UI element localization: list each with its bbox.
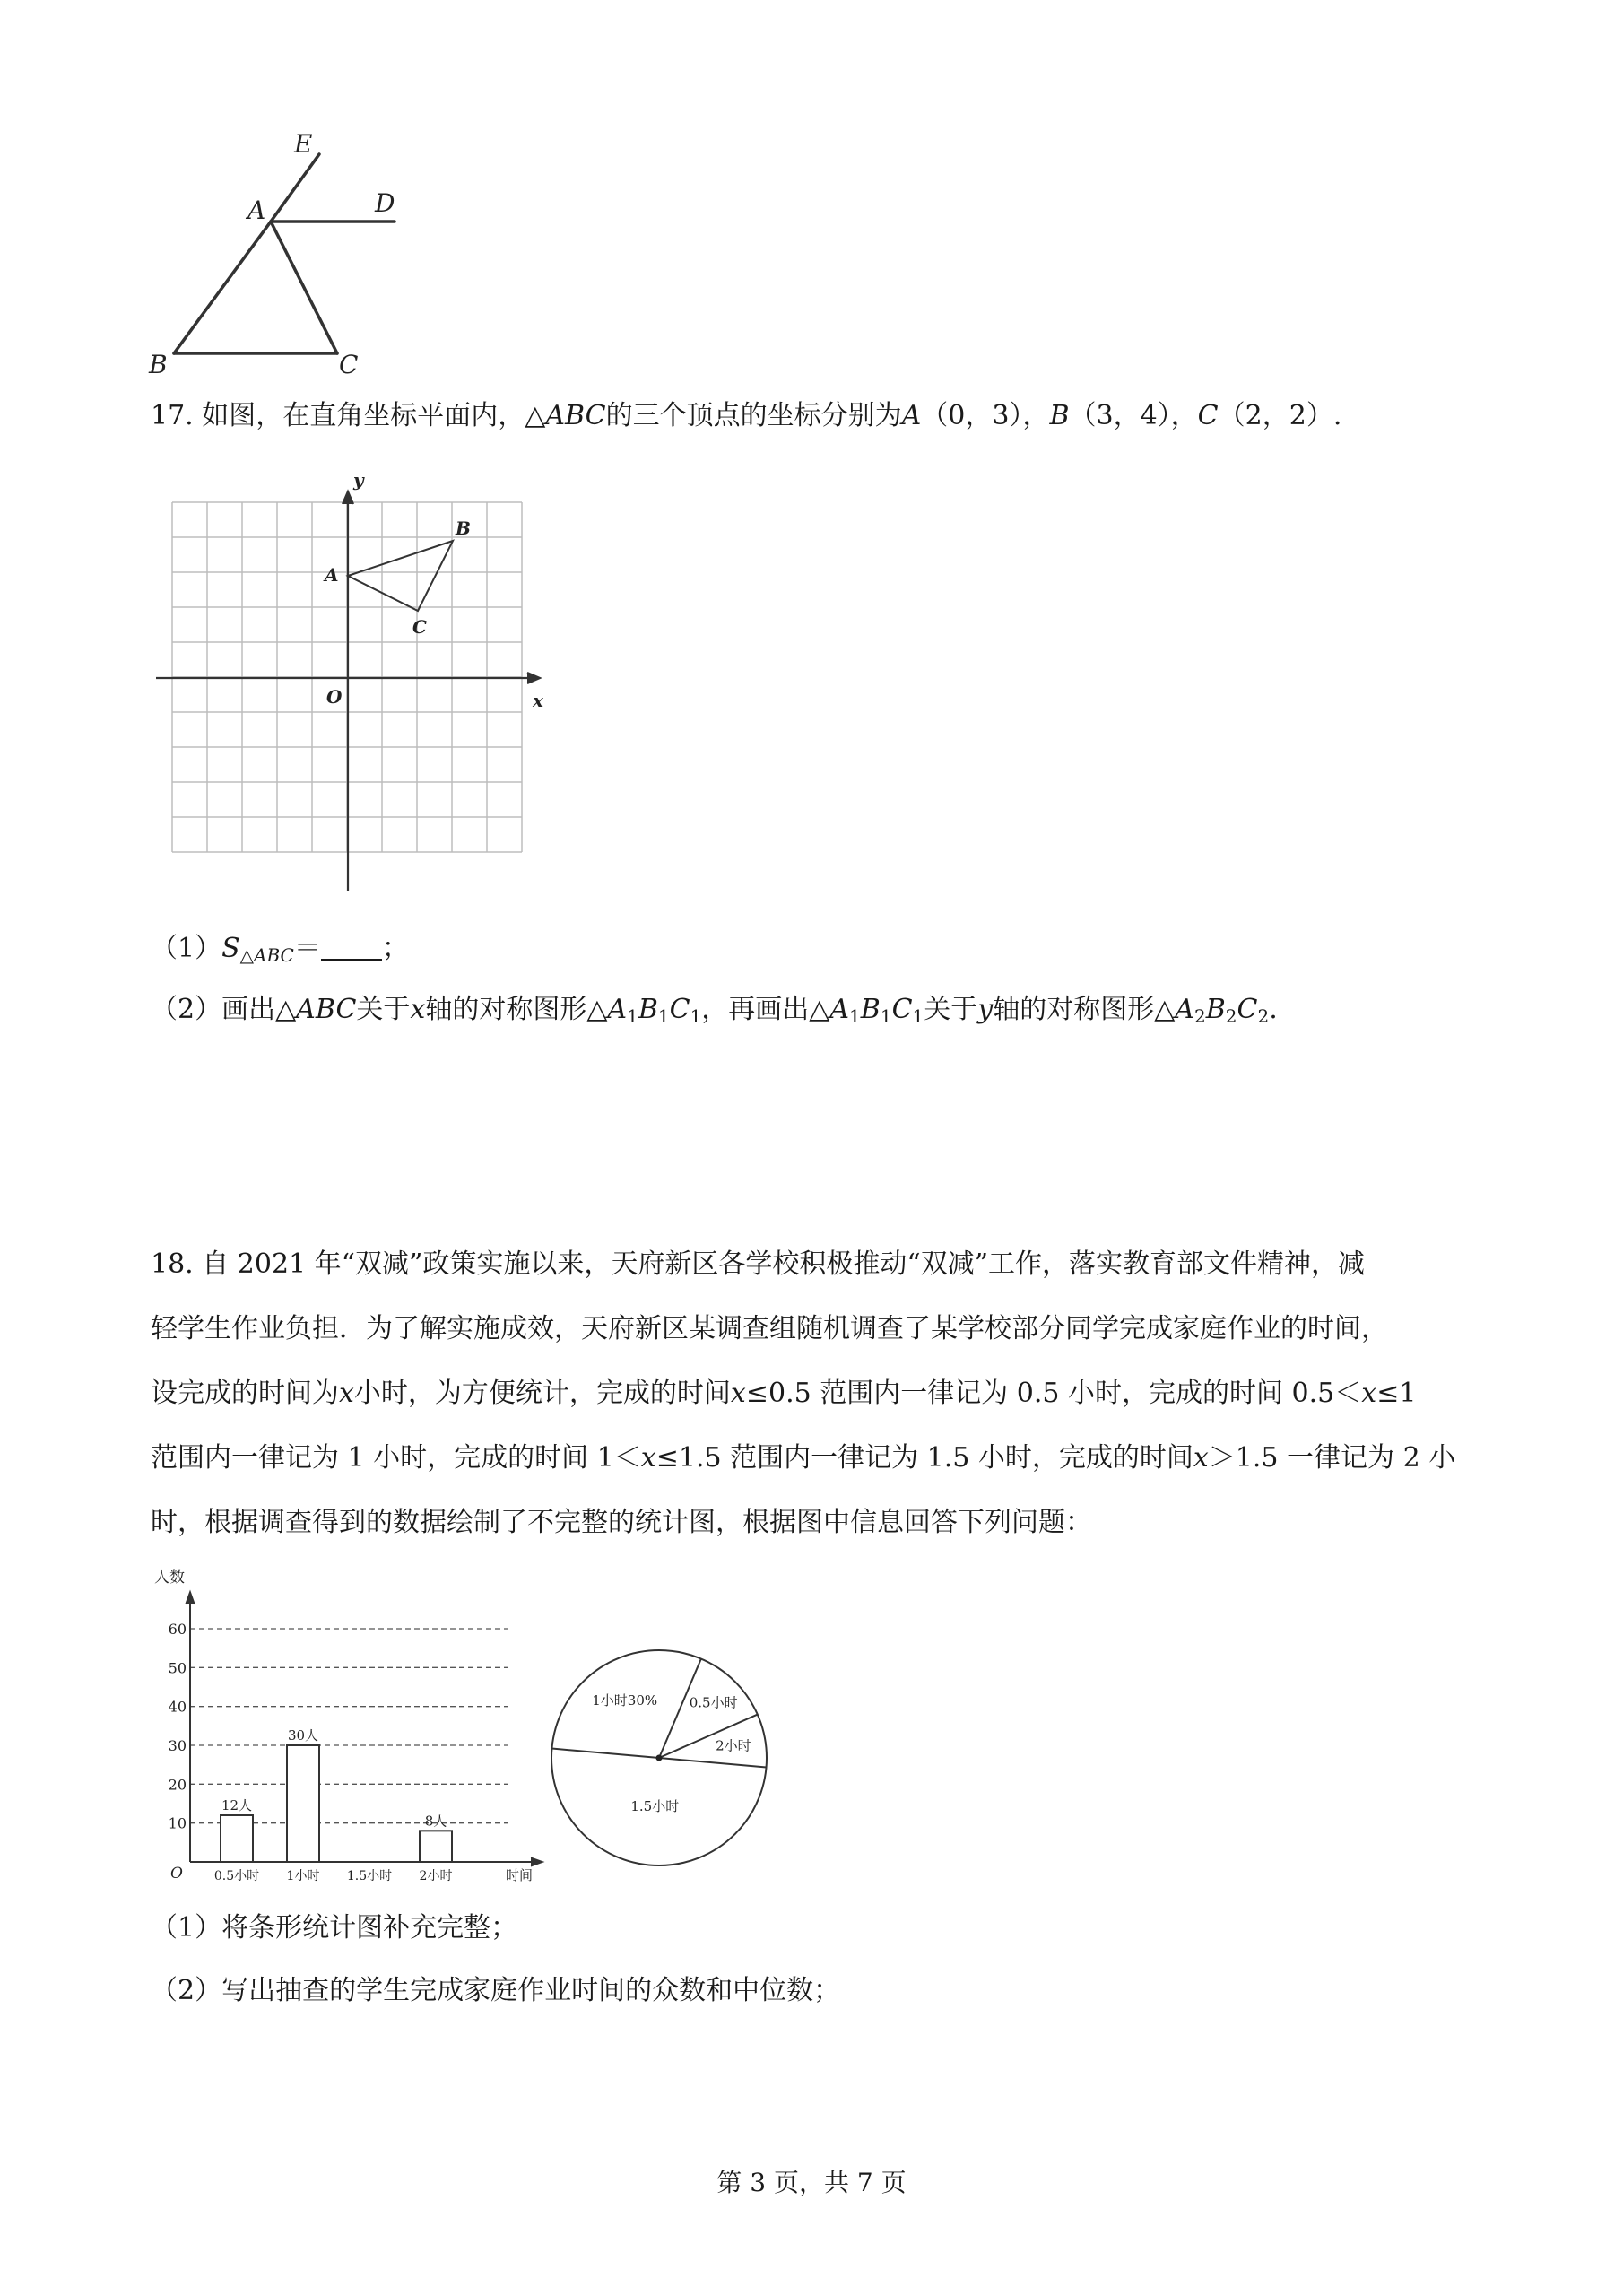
q17-part2-text: 轴的对称图形△	[993, 994, 1176, 1025]
origin-label: O	[326, 686, 343, 708]
subscript: 1	[657, 1005, 670, 1027]
subscript: 2	[1257, 1005, 1270, 1027]
q18-part1	[151, 1910, 517, 1946]
var-x: x	[640, 1442, 656, 1474]
q17-part2-text: ，再画出△	[701, 994, 830, 1025]
q18-line-4	[151, 1440, 1455, 1476]
q17-point-c: C	[1197, 400, 1219, 431]
y-tick-label: 30	[168, 1737, 187, 1754]
q17-part2-a1: A	[829, 994, 850, 1025]
y-axis-arrow	[186, 1591, 195, 1604]
x-axis-label: 时间	[506, 1867, 534, 1883]
subscript: 1	[627, 1005, 638, 1027]
q18-text: ＞1.5 一律记为 2 小	[1208, 1442, 1456, 1474]
q17-part2-a1: A	[607, 994, 628, 1025]
var-x: x	[730, 1378, 746, 1409]
area-symbol: S	[221, 933, 240, 964]
q17-coord-a: （0，3），	[921, 400, 1050, 431]
x-tick-label: 0.5小时	[213, 1869, 260, 1883]
q18-text: 小时，为方便统计，完成的时间	[353, 1378, 731, 1409]
q18-line-3	[151, 1376, 1416, 1412]
y-axis-arrow	[343, 491, 353, 504]
q17-part2-text: （2）画出△	[151, 994, 297, 1025]
q17-part2-x: x	[410, 994, 426, 1025]
q18-line-2	[151, 1311, 1388, 1347]
subscript: 1	[690, 1005, 702, 1027]
q17-part2-y: y	[977, 994, 994, 1025]
q17-part2-b1: B	[638, 994, 658, 1025]
y-tick-label: 60	[168, 1621, 187, 1638]
subscript: 2	[1193, 1005, 1206, 1027]
var-x: x	[1193, 1442, 1209, 1474]
axis-y-label: y	[353, 470, 364, 491]
equals-sign: ＝	[293, 933, 321, 964]
triangle-abc	[348, 541, 453, 611]
q17-part2-b1: B	[860, 994, 881, 1025]
q18-part2	[151, 1973, 840, 2009]
subscript: 1	[880, 1005, 892, 1027]
pie-slice-label: 2小时	[716, 1737, 751, 1754]
q17-part2	[151, 992, 1278, 1034]
answer-blank[interactable]	[321, 934, 382, 961]
x-axis-arrow	[527, 673, 540, 683]
point-b-label: B	[456, 517, 471, 539]
bar	[420, 1831, 452, 1862]
segment-ab	[174, 222, 271, 353]
area-subscript: △ABC	[239, 944, 294, 966]
x-tick-label: 1.5小时	[346, 1869, 393, 1883]
q18-line-5	[151, 1505, 1092, 1541]
y-axis-label: 人数	[154, 1569, 185, 1587]
triangle-figure	[135, 126, 421, 377]
q17-part1	[151, 931, 409, 973]
q18-number: 18.	[151, 1248, 194, 1280]
q17-text: 如图，在直角坐标平面内，△	[202, 400, 546, 431]
label-b: B	[149, 350, 168, 377]
point-c-label: C	[412, 616, 427, 638]
q18-text: 时，根据调查得到的数据绘制了不完整的统计图，根据图中信息回答下列问题：	[151, 1507, 1092, 1538]
q18-text: 设完成的时间为	[151, 1378, 339, 1409]
q17-part2-text: 关于	[356, 994, 411, 1025]
q17-number: 17.	[151, 400, 194, 431]
q17-part2-text: 关于	[924, 994, 978, 1025]
bar-data-label: 30人	[287, 1727, 319, 1744]
label-a: A	[247, 196, 266, 225]
q17-part2-c1: C	[669, 994, 690, 1025]
q17-coord-c: （2，2）.	[1218, 400, 1342, 431]
q17-part2-end: .	[1269, 994, 1278, 1025]
q17-point-a: A	[901, 400, 922, 431]
q17-coord-b: （3，4），	[1069, 400, 1198, 431]
subscript: 1	[912, 1005, 924, 1027]
q17-statement	[151, 398, 1341, 434]
q17-part2-c2: C	[1237, 994, 1258, 1025]
bar-data-label: 8人	[424, 1813, 447, 1830]
bar-data-label: 12人	[221, 1797, 253, 1813]
q17-part2-text: 轴的对称图形△	[425, 994, 608, 1025]
q18-part2-text: （2）写出抽查的学生完成家庭作业时间的众数和中位数；	[151, 1975, 841, 2006]
q18-text: ≤1	[1376, 1378, 1417, 1409]
q17-part2-a2: A	[1175, 994, 1194, 1025]
q17-part1-end: ；	[381, 933, 409, 964]
x-tick-label: 1小时	[286, 1869, 320, 1883]
pie-slice-label: 1小时30%	[592, 1692, 658, 1709]
q18-text: 自 2021 年“双减”政策实施以来，天府新区各学校积极推动“双减”工作，落实教育部文件精神，减	[202, 1248, 1366, 1280]
coordinate-grid	[151, 470, 554, 900]
q17-part2-c1: C	[891, 994, 913, 1025]
q17-abc: ABC	[545, 400, 606, 431]
pie-chart	[542, 1641, 776, 1874]
origin-label: O	[170, 1865, 183, 1883]
point-a-label: A	[325, 564, 339, 586]
q18-line-1	[151, 1247, 1365, 1283]
y-tick-label: 10	[168, 1814, 187, 1832]
q17-point-b: B	[1049, 400, 1070, 431]
pie-slice-label: 0.5小时	[689, 1694, 738, 1711]
q18-text: ≤0.5 范围内一律记为 0.5 小时，完成的时间 0.5＜	[745, 1378, 1362, 1409]
q17-part2-b2: B	[1205, 994, 1226, 1025]
segment-ae	[271, 154, 319, 222]
axis-x-label: x	[533, 690, 543, 711]
segment-ac	[271, 222, 337, 353]
x-tick-label: 2小时	[419, 1869, 453, 1883]
q18-part1-text: （1）将条形统计图补充完整；	[151, 1912, 518, 1944]
subscript: 2	[1225, 1005, 1237, 1027]
q17-part2-abc: ABC	[296, 994, 357, 1025]
bar	[221, 1815, 253, 1862]
bar	[287, 1745, 319, 1862]
page-footer: 第 3 页，共 7 页	[716, 2168, 907, 2197]
y-tick-label: 50	[168, 1659, 187, 1677]
subscript: 1	[849, 1005, 861, 1027]
y-tick-label: 20	[168, 1776, 187, 1794]
label-d: D	[375, 188, 395, 218]
x-axis-arrow	[531, 1857, 543, 1866]
pie-center	[656, 1755, 663, 1761]
pie-slice-label: 1.5小时	[630, 1797, 680, 1814]
q18-text: 范围内一律记为 1 小时，完成的时间 1＜	[151, 1442, 641, 1474]
q18-text: 轻学生作业负担．为了解实施成效，天府新区某调查组随机调查了某学校部分同学完成家庭作业的时间，	[151, 1313, 1388, 1344]
q17-part1-prefix: （1）	[151, 933, 222, 964]
label-e: E	[294, 129, 313, 159]
var-x: x	[339, 1378, 354, 1409]
bar-chart	[151, 1564, 554, 1883]
q17-text: 的三个顶点的坐标分别为	[605, 400, 902, 431]
y-tick-label: 40	[168, 1698, 187, 1716]
label-c: C	[339, 350, 359, 377]
q18-text: ≤1.5 范围内一律记为 1.5 小时，完成的时间	[655, 1442, 1193, 1474]
var-x: x	[1361, 1378, 1377, 1409]
